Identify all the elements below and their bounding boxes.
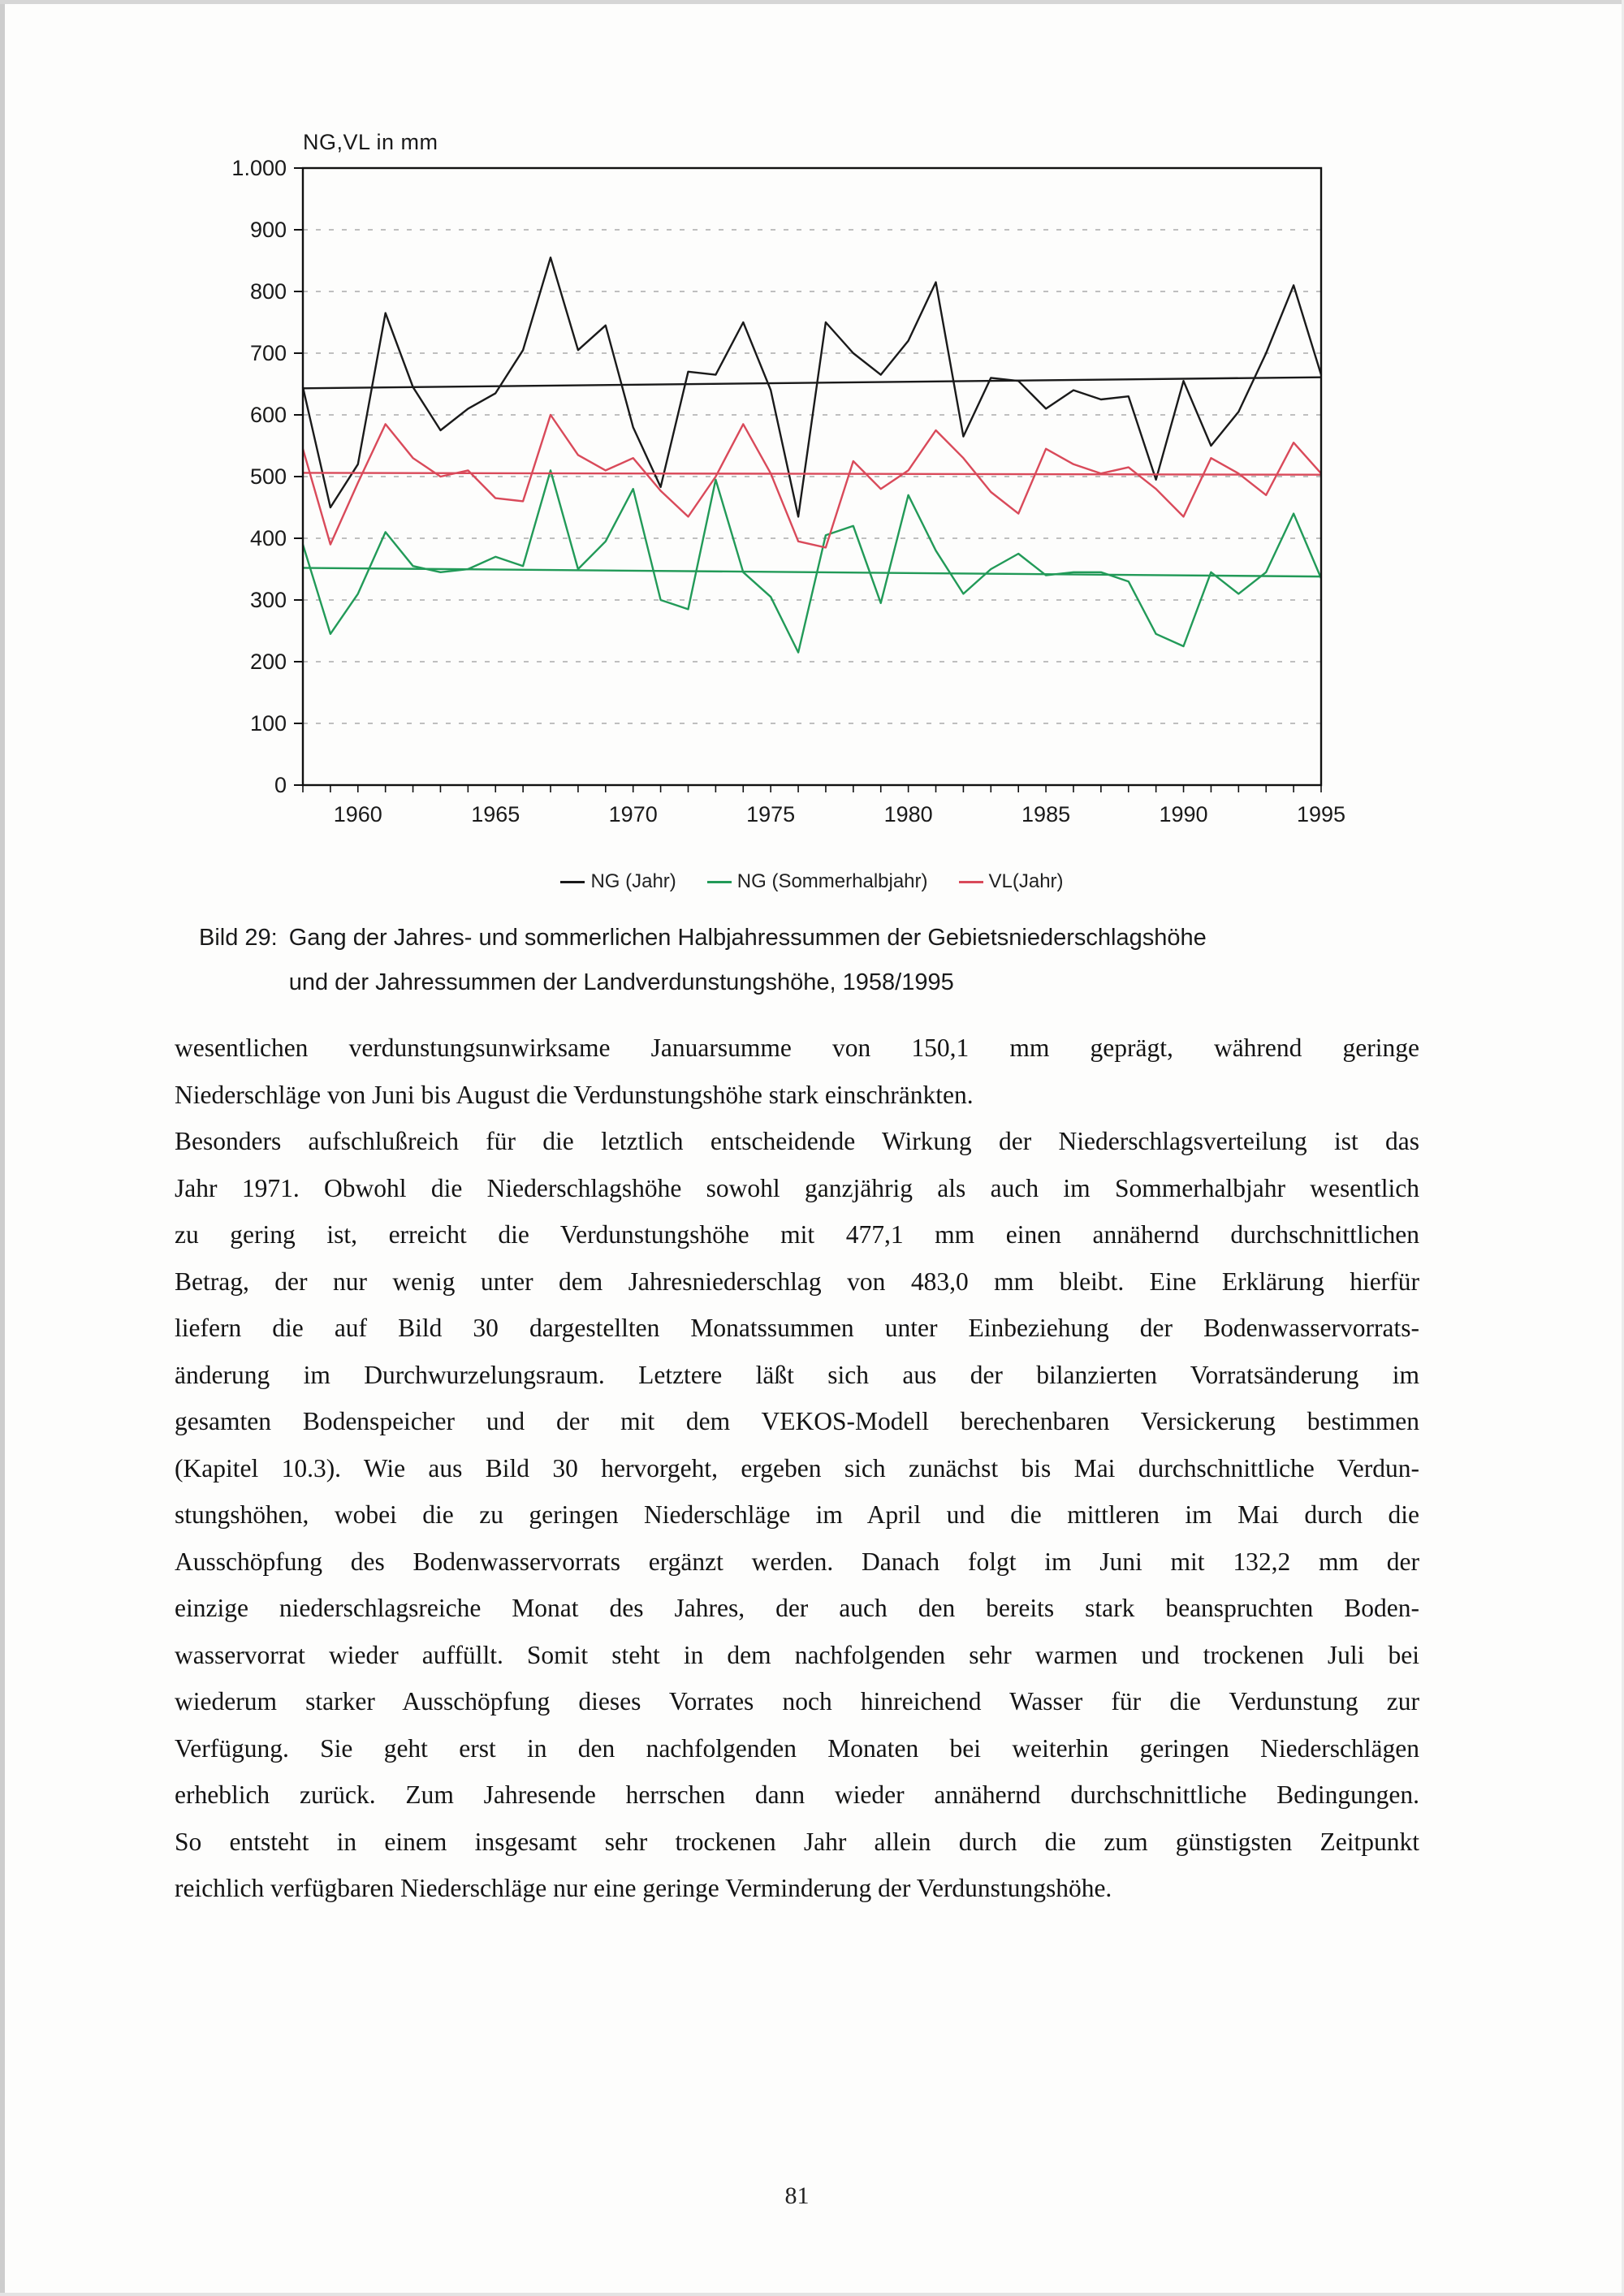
body-text-line: Verfügung. Sie geht erst in den nachfolgenden Monaten bei weiterhin geringen Niederschlägen	[175, 1733, 1419, 1763]
scan-edge-bottom	[0, 2293, 1624, 2296]
y-tick-label: 600	[249, 403, 287, 427]
legend-label: NG (Jahr)	[590, 870, 676, 892]
y-tick-label: 0	[274, 773, 287, 797]
body-text	[175, 1025, 1419, 1912]
x-tick-label: 1960	[333, 802, 382, 826]
body-text-line: Niederschläge von Juni bis August die Verdunstungshöhe stark einschränkten.	[175, 1080, 974, 1109]
scan-edge-left	[0, 0, 5, 2296]
body-text-line: liefern die auf Bild 30 dargestellten Monatssummen unter Einbeziehung der Bodenwasservorrats-	[175, 1314, 1419, 1342]
body-text-line: reichlich verfügbaren Niederschläge nur eine geringe Verminderung der Verdunstungshöhe.	[175, 1874, 1112, 1902]
x-tick-label: 1975	[746, 802, 796, 826]
body-text-line: So entsteht in einem insgesamt sehr trockenen Jahr allein durch die zum günstigsten Zeitpunkt	[175, 1827, 1419, 1856]
body-text-line: (Kapitel 10.3). Wie aus Bild 30 hervorgeht, ergeben sich zunächst bis Mai durchschnittliche Verdun-	[175, 1453, 1419, 1482]
body-text-line: wesentlichen verdunstungsunwirksame Januarsumme von 150,1 mm geprägt, während geringe	[175, 1034, 1419, 1062]
y-tick-label: 1.000	[231, 156, 287, 180]
figure-caption	[199, 916, 1433, 1005]
series-line-ng-sommerhalbjahr	[303, 470, 1321, 652]
y-tick-label: 900	[249, 218, 287, 242]
body-text-line: einzige niederschlagsreiche Monat des Jahres, der auch den bereits stark beanspruchten Boden-	[175, 1594, 1419, 1622]
body-text-line: Jahr 1971. Obwohl die Niederschlagshöhe sowohl ganzjährig als auch im Sommerhalbjahr wesentlich	[175, 1173, 1419, 1202]
page-number: 81	[784, 2182, 810, 2209]
body-text-line: erheblich zurück. Zum Jahresende herrschen dann wieder annähernd durchschnittliche Bedingungen.	[175, 1780, 1419, 1809]
y-tick-label: 800	[249, 279, 287, 304]
legend-line-swatch	[959, 881, 983, 883]
y-axis-title: NG,VL in mm	[303, 130, 438, 154]
legend-item	[959, 870, 1064, 893]
chart-legend	[303, 870, 1321, 893]
body-text-line: wiederum starker Ausschöpfung dieses Vorrates noch hinreichend Wasser für die Verdunstung zur	[175, 1687, 1419, 1716]
body-text-line: stungshöhen, wobei die zu geringen Niederschläge im April und die mittleren im Mai durch die	[175, 1500, 1419, 1529]
trend-line-ng-jahr	[303, 378, 1321, 389]
y-tick-label: 700	[249, 341, 287, 365]
y-tick-label: 200	[249, 650, 287, 674]
body-text-line: wasservorrat wieder auffüllt. Somit steht in dem nachfolgenden sehr warmen und trockenen Juli bei	[175, 1640, 1419, 1669]
legend-label: NG (Sommerhalbjahr)	[736, 870, 928, 892]
body-text-line: zu gering ist, erreicht die Verdunstungshöhe mit 477,1 mm einen annähernd durchschnittlichen	[175, 1220, 1419, 1249]
trend-line-vl-jahr	[303, 473, 1321, 474]
y-tick-label: 300	[249, 588, 287, 612]
figure-caption-label: Bild 29:	[199, 925, 278, 951]
legend-label: VL(Jahr)	[988, 870, 1064, 892]
legend-item	[707, 870, 928, 893]
x-tick-label: 1965	[471, 802, 520, 826]
x-tick-label: 1985	[1021, 802, 1071, 826]
chart-svg	[179, 96, 1397, 916]
y-tick-label: 100	[249, 711, 287, 736]
figure-caption-line2: und der Jahressummen der Landverdunstungshöhe, 1958/1995	[288, 969, 954, 995]
body-text-line: änderung im Durchwurzelungsraum. Letztere läßt sich aus der bilanzierten Vorratsänderung im	[175, 1360, 1419, 1389]
body-text-line: Betrag, der nur wenig unter dem Jahresniederschlag von 483,0 mm bleibt. Eine Erklärung hierfür	[175, 1267, 1419, 1296]
x-tick-label: 1980	[883, 802, 933, 826]
figure-caption-line1: Gang der Jahres- und sommerlichen Halbjahressummen der Gebietsniederschlagshöhe	[288, 925, 1207, 951]
y-tick-label: 400	[249, 526, 287, 550]
x-tick-label: 1970	[608, 802, 658, 826]
x-tick-label: 1990	[1159, 802, 1208, 826]
legend-line-swatch	[707, 881, 732, 883]
scan-edge-top	[0, 0, 1624, 4]
figure-caption-text	[289, 916, 1207, 1005]
x-tick-label: 1995	[1296, 802, 1346, 826]
y-tick-label: 500	[249, 464, 287, 489]
legend-item	[560, 870, 676, 893]
legend-line-swatch	[560, 881, 585, 883]
body-text-line: Besonders aufschlußreich für die letztlich entscheidende Wirkung der Niederschlagsverteilung ist das	[175, 1127, 1419, 1155]
body-text-line: Ausschöpfung des Bodenwasservorrats ergänzt werden. Danach folgt im Juni mit 132,2 mm der	[175, 1547, 1419, 1576]
trend-line-ng-sommerhalbjahr	[303, 568, 1321, 576]
body-text-line: gesamten Bodenspeicher und der mit dem VEKOS-Modell berechenbaren Versickerung bestimmen	[175, 1407, 1419, 1435]
